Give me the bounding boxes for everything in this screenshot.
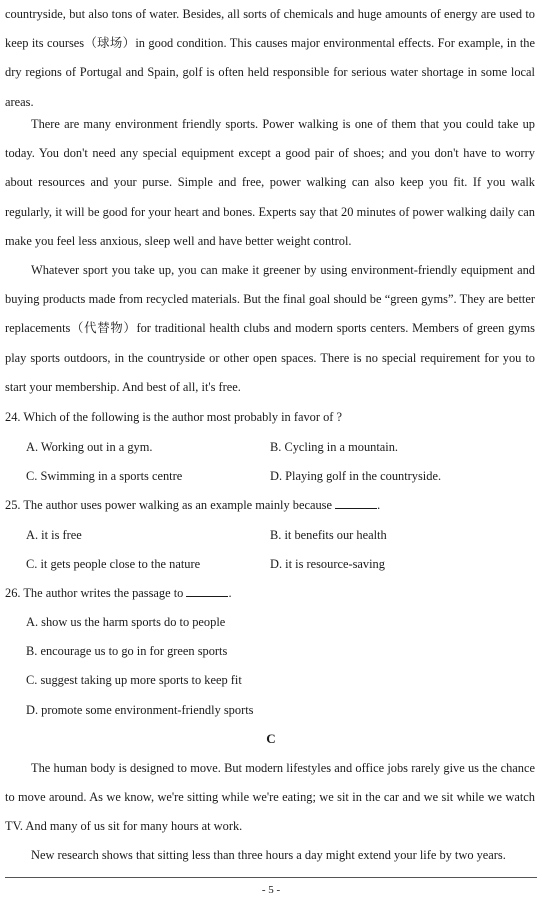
question-24-option-b[interactable]: B. Cycling in a mountain. bbox=[270, 440, 399, 454]
question-24-option-c[interactable]: C. Swimming in a sports centre bbox=[26, 469, 183, 483]
question-26-end: . bbox=[228, 586, 232, 600]
passage-paragraph-continued: countryside, but also tons of water. Besides, all sorts of chemicals and huge amounts of energy are used to keep its courses（球场）in good condition. This causes major environmental effects. For example, in the dry regions of Portugal and Spain, golf is often held responsible for serious water shortage in some local areas. bbox=[5, 7, 535, 109]
question-24-option-d[interactable]: D. Playing golf in the countryside. bbox=[270, 469, 442, 483]
question-26-option-a[interactable]: A. show us the harm sports do to people bbox=[26, 615, 226, 629]
question-25-option-b[interactable]: B. it benefits our health bbox=[270, 528, 387, 542]
section-c-paragraph-1: The human body is designed to move. But modern lifestyles and office jobs rarely give us the chance to move around. As we know, we're sitting while we're eating; we sit in the car and we sit while we watch TV. And many of us sit for many hours at work. bbox=[5, 761, 535, 834]
question-26-option-b[interactable]: B. encourage us to go in for green sports bbox=[26, 644, 228, 658]
question-25-end: . bbox=[377, 498, 381, 512]
page-number: - 5 - bbox=[261, 884, 281, 896]
passage-paragraph-power-walking: There are many environment friendly sports. Power walking is one of them that you could take up today. You don't need any special equipment except a good pair of shoes; and you don't have to worry about resources and your purse. Simple and free, power walking can also keep you fit. If you walk regularly, it will be good for your heart and bones. Experts say that 20 minutes of power walking daily can make you feel less anxious, sleep well and have better weight control. bbox=[5, 117, 535, 248]
section-c-paragraph-2: New research shows that sitting less than three hours a day might extend your life by two years. bbox=[31, 848, 506, 862]
answer-blank bbox=[186, 585, 228, 597]
footer-divider bbox=[5, 877, 537, 878]
question-25-option-d[interactable]: D. it is resource-saving bbox=[270, 557, 385, 571]
question-26-option-d[interactable]: D. promote some environment-friendly sports bbox=[26, 703, 254, 717]
question-25-option-a[interactable]: A. it is free bbox=[26, 528, 82, 542]
answer-blank bbox=[335, 497, 377, 509]
passage-paragraph-green-gyms: Whatever sport you take up, you can make it greener by using environment-friendly equipment and buying products made from recycled materials. But the final goal should be “green gyms”. They are better replacements（代替物）for traditional health clubs and modern sports centers. Members of green gyms play sports outdoors, in the countryside or other open spaces. There is no special requirement for you to start your membership. And best of all, it's free. bbox=[5, 263, 535, 394]
question-26-option-c[interactable]: C. suggest taking up more sports to keep fit bbox=[26, 673, 242, 687]
question-25-stem: 25. The author uses power walking as an example mainly because bbox=[5, 498, 332, 512]
question-25-stem-line bbox=[5, 497, 380, 513]
section-heading-c: C bbox=[266, 731, 276, 746]
question-24-stem: 24. Which of the following is the author most probably in favor of ? bbox=[5, 410, 343, 424]
question-24-option-a[interactable]: A. Working out in a gym. bbox=[26, 440, 153, 454]
question-26-stem: 26. The author writes the passage to bbox=[5, 586, 184, 600]
question-26-stem-line bbox=[5, 585, 232, 601]
question-25-option-c[interactable]: C. it gets people close to the nature bbox=[26, 557, 201, 571]
